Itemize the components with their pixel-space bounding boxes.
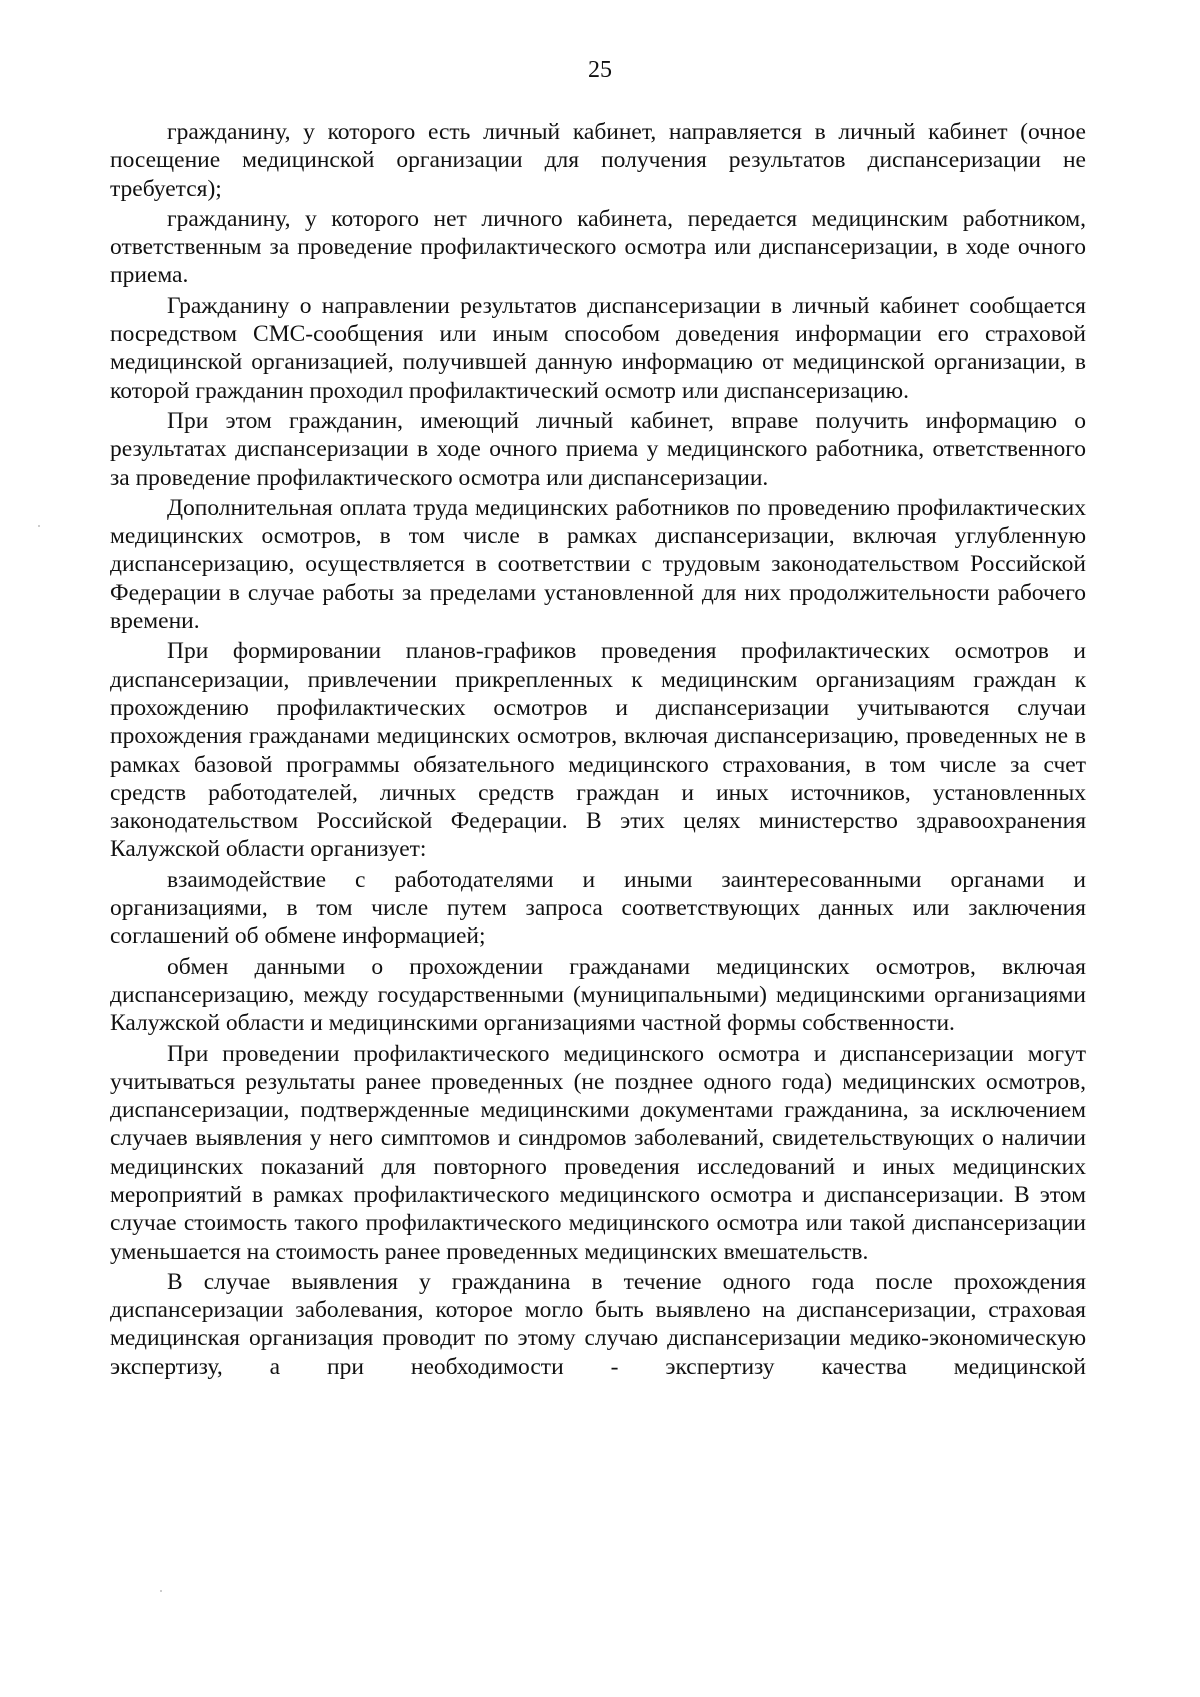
paragraph: При формировании планов-графиков проведения профилактических осмотров и диспансеризации, привлечении прикрепленных к медицинским организациям граждан к прохождению профилактических осмотров и диспансеризации учитываются случаи прохождения гражданами медицинских осмотров, включая диспансеризацию, проведенных не в рамках базовой программы обязательного медицинского страхования, в том числе за счет средств работодателей, личных средств граждан и иных источников, установленных законодательством Российской Федерации. В этих целях министерство здравоохранения Калужской области организует: bbox=[110, 638, 1086, 863]
paragraph-continued: В случае выявления у гражданина в течение одного года после прохождения диспансеризации заболевания, которое могло быть выявлено на диспансеризации, страховая медицинская организация проводит по этому случаю диспансеризации медико-экономическую экспертизу, а при необходимости - экспертизу качества медицинской bbox=[110, 1268, 1086, 1380]
paragraph: гражданину, у которого нет личного кабинета, передается медицинским работником, ответственным за проведение профилактического осмотра или диспансеризации, в ходе очного приема. bbox=[110, 205, 1086, 289]
scan-speck bbox=[160, 1590, 162, 1592]
page-number: 25 bbox=[588, 57, 612, 83]
paragraph: обмен данными о прохождении гражданами медицинских осмотров, включая диспансеризацию, между государственными (муниципальными) медицинскими организациями Калужской области и медицинскими организациями частной формы собственности. bbox=[110, 953, 1086, 1037]
paragraph: При проведении профилактического медицинского осмотра и диспансеризации могут учитываться результаты ранее проведенных (не позднее одного года) медицинских осмотров, диспансеризации, подтвержденные медицинскими документами гражданина, за исключением случаев выявления у него симптомов и синдромов заболеваний, свидетельствующих о наличии медицинских показаний для повторного проведения исследований и иных медицинских мероприятий в рамках профилактического медицинского осмотра и диспансеризации. В этом случае стоимость такого профилактического медицинского осмотра или такой диспансеризации уменьшается на стоимость ранее проведенных медицинских вмешательств. bbox=[110, 1040, 1086, 1265]
paragraph: При этом гражданин, имеющий личный кабинет, вправе получить информацию о результатах диспансеризации в ходе очного приема у медицинского работника, ответственного за проведение профилактического осмотра или диспансеризации. bbox=[110, 407, 1086, 491]
document-body bbox=[110, 118, 1086, 1381]
scan-speck bbox=[38, 525, 40, 527]
paragraph: взаимодействие с работодателями и иными заинтересованными органами и организациями, в том числе путем запроса соответствующих данных или заключения соглашений об обмене информацией; bbox=[110, 866, 1086, 950]
paragraph: Дополнительная оплата труда медицинских работников по проведению профилактических медицинских осмотров, в том числе в рамках диспансеризации, включая углубленную диспансеризацию, осуществляется в соответствии с трудовым законодательством Российской Федерации в случае работы за пределами установленной для них продолжительности рабочего времени. bbox=[110, 494, 1086, 635]
paragraph: гражданину, у которого есть личный кабинет, направляется в личный кабинет (очное посещение медицинской организации для получения результатов диспансеризации не требуется); bbox=[110, 119, 1086, 202]
paragraph: Гражданину о направлении результатов диспансеризации в личный кабинет сообщается посредством СМС-сообщения или иным способом доведения информации его страховой медицинской организацией, получившей данную информацию от медицинской организации, в которой гражданин проходил профилактический осмотр или диспансеризацию. bbox=[110, 292, 1086, 404]
